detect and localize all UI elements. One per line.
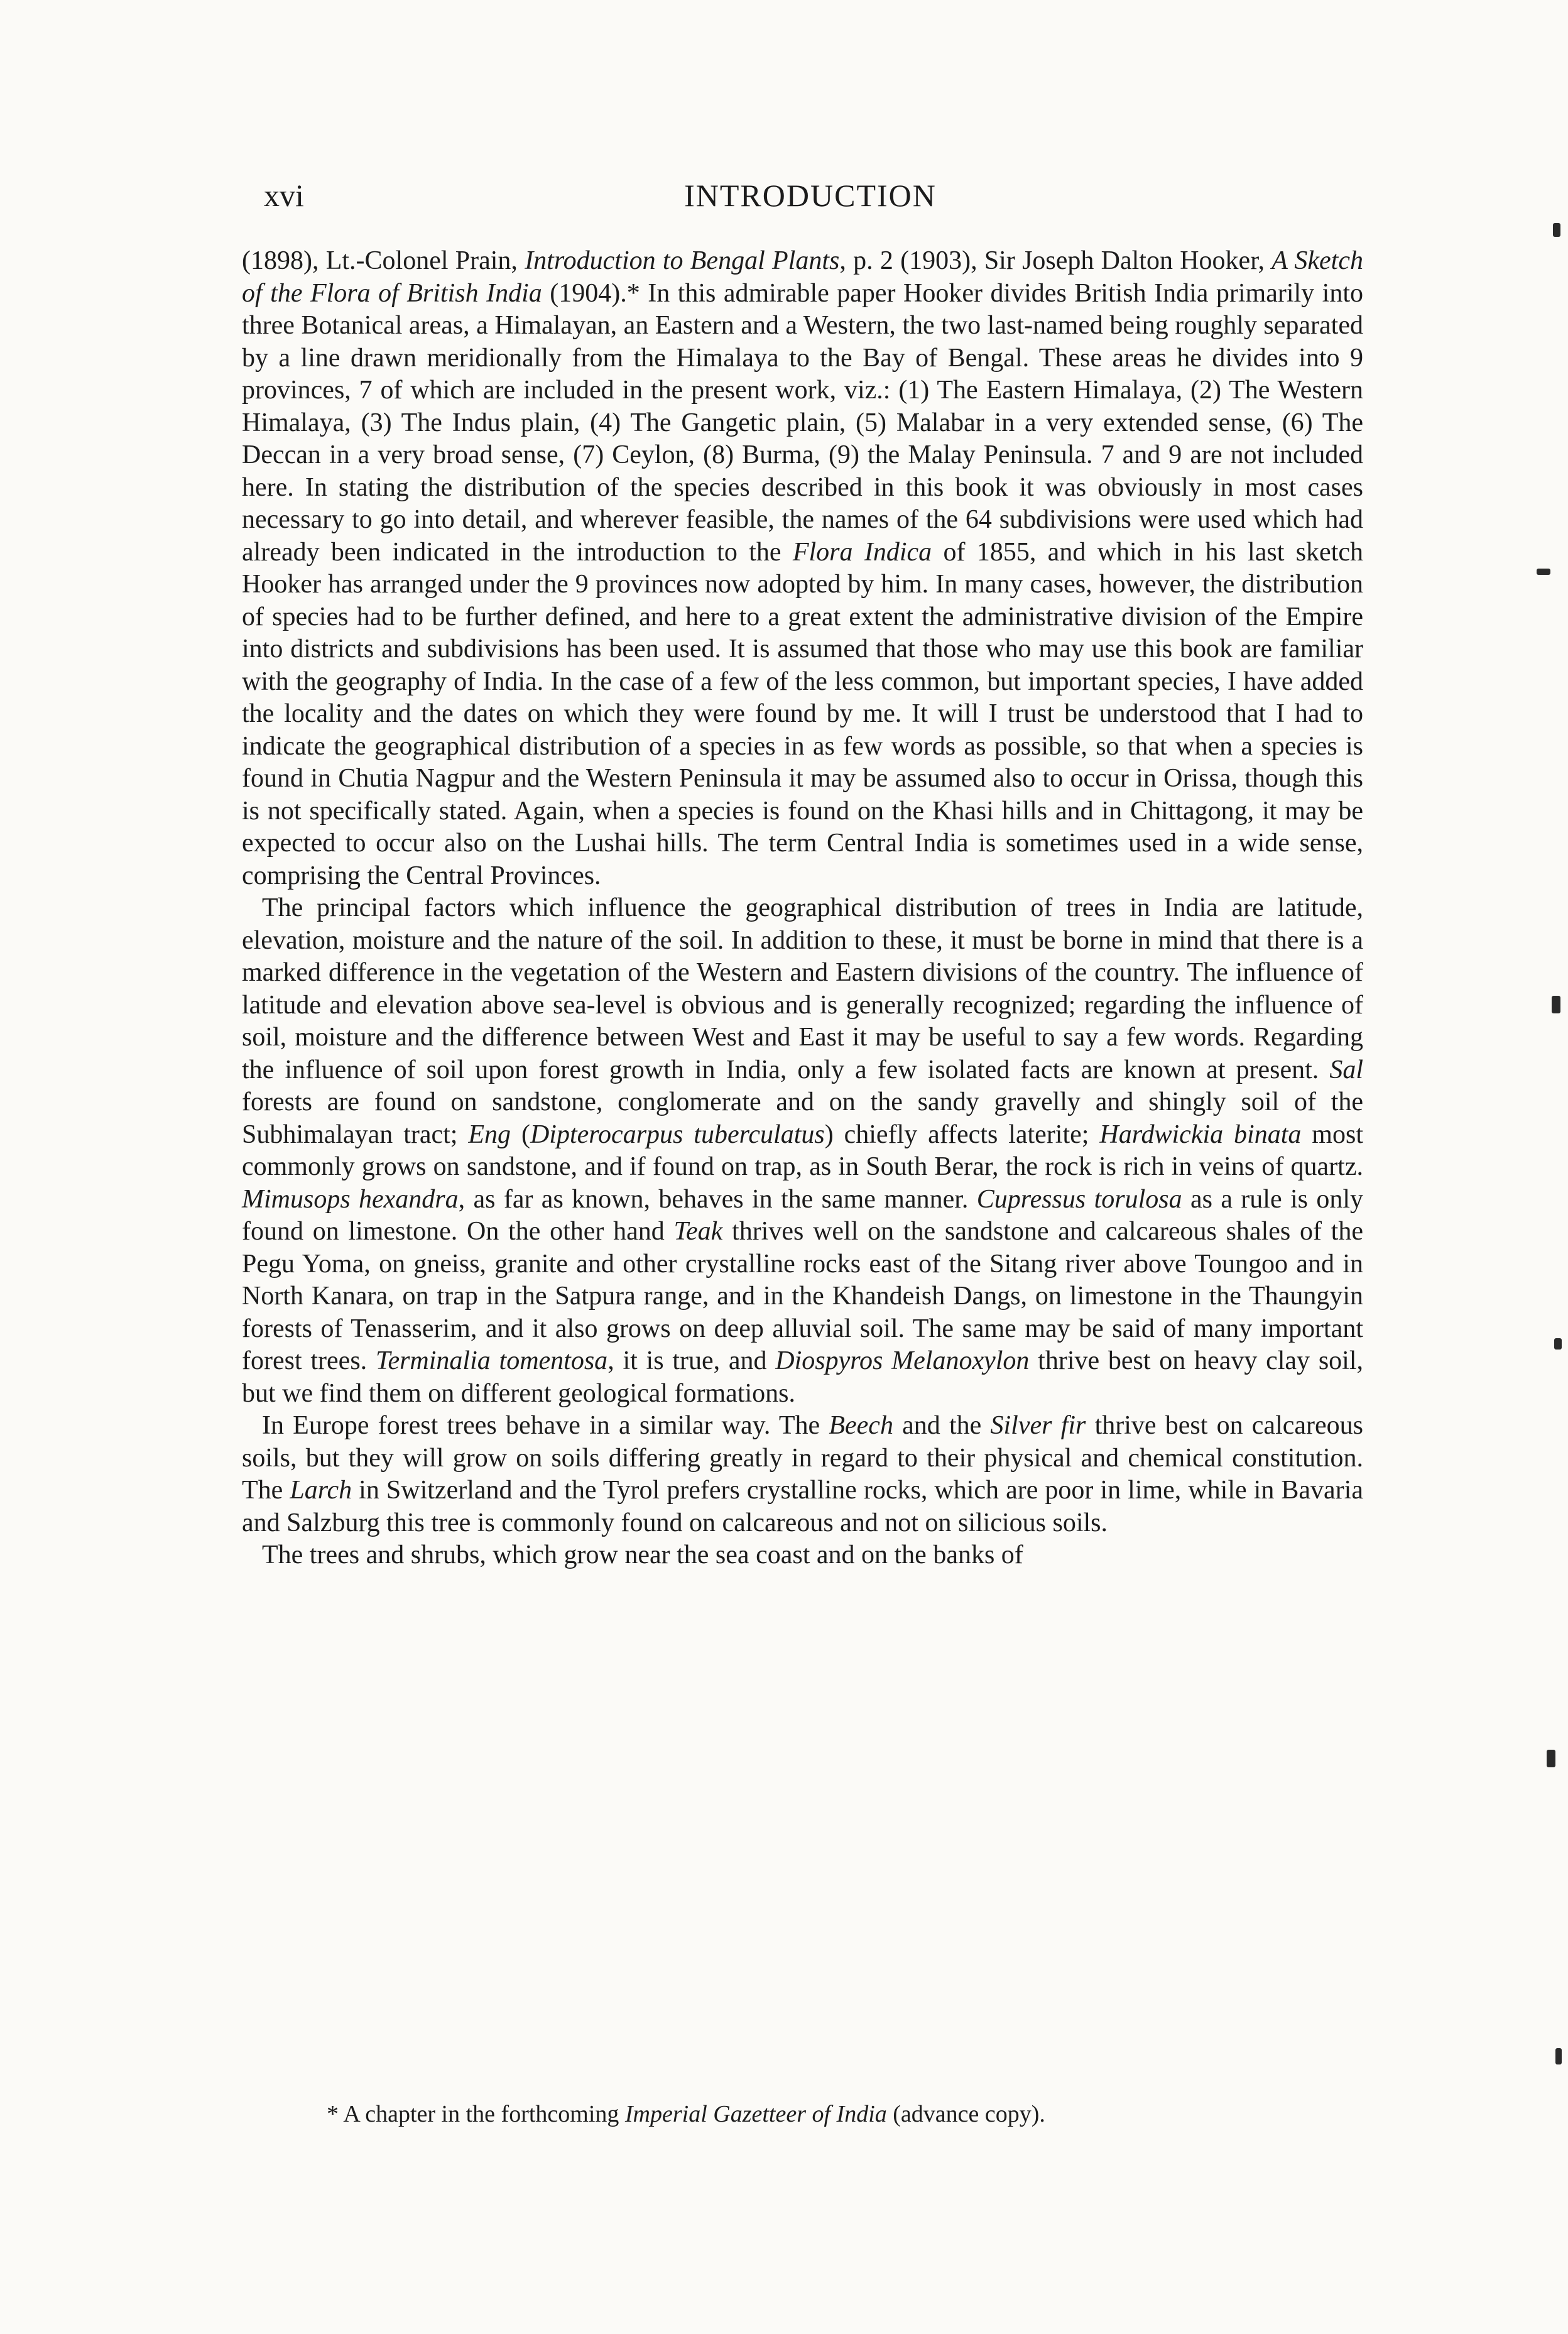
text-run: The trees and shrubs, which grow near the sea coast and on the banks of	[262, 1541, 1023, 1569]
page-number: xvi	[264, 178, 304, 213]
body-text	[242, 245, 1363, 1572]
italic-text: Larch	[290, 1476, 352, 1505]
italic-text: Introduction to Bengal Plants	[525, 246, 840, 275]
scan-mark	[1552, 996, 1560, 1013]
text-run: in Switzerland and the Tyrol prefers crystalline rocks, which are poor in lime, while in Bavaria and Salzburg this tree is commonly found on calcareous and not on silicious soils.	[242, 1476, 1363, 1537]
paragraph	[242, 892, 1363, 1410]
text-run: (	[511, 1120, 530, 1149]
text-run: thrives well on the sandstone and calcareous shales of the Pegu Yoma, on gneiss, granite and other crystalline rocks east of the Sitang river above Toungoo and in North Kanara, on trap in the Satpura range, and in the Khandeish Dangs, on limestone in the Thaungyin forests of Tenasserim, and it also grows on deep alluvial soil. The same may be said of many important forest trees.	[242, 1217, 1363, 1375]
italic-text: Sal	[1329, 1055, 1363, 1084]
text-run: The principal factors which influence the geographical distribution of trees in India are latitude, elevation, moisture and the nature of the soil. In addition to these, it must be borne in mind that there is a marked difference in the vegetation of the Western and Eastern divisions of the country. The influence of latitude and elevation above sea-level is obvious and is generally recognized; regarding the influence of soil, moisture and the difference between West and East it may be useful to say a few words. Regarding the influence of soil upon forest growth in India, only a few isolated facts are known at present.	[242, 893, 1363, 1084]
text-run: In Europe forest trees behave in a similar way. The	[262, 1411, 829, 1440]
italic-text: Hardwickia binata	[1099, 1120, 1302, 1149]
italic-text: Diospyros Melanoxylon	[775, 1346, 1030, 1375]
text-run: (advance copy).	[886, 2101, 1045, 2127]
text-run: , as far as known, behaves in the same manner.	[458, 1184, 977, 1214]
italic-text: Beech	[829, 1411, 893, 1440]
italic-text: Silver fir	[990, 1411, 1086, 1440]
italic-text: Teak	[673, 1217, 723, 1246]
italic-text: Flora Indica	[792, 537, 932, 567]
italic-text: Dipterocarpus tuberculatus	[530, 1120, 825, 1149]
italic-text: Mimusops hexandra	[242, 1184, 459, 1214]
scan-mark	[1554, 1338, 1562, 1350]
text-run: of 1855, and which in his last sketch Hooker has arranged under the 9 provinces now adopted by him. In many cases, however, the distribution of species had to be further defined, and here to a great extent the administrative division of the Empire into districts and subdivisions has been used. It is assumed that those who may use this book are familiar with the geography of India. In the case of a few of the less common, but important species, I have added the locality and the dates on which they were found by me. It will I trust be understood that I had to indicate the geographical distribution of a species in as few words as possible, so that when a species is found in Chutia Nagpur and the Western Peninsula it may be assumed also to occur in Orissa, though this is not specifically stated. Again, when a species is found on the Khasi hills and in Chittagong, it may be expected to occur also on the Lushai hills. The term Central India is sometimes used in a wide sense, comprising the Central Provinces.	[242, 537, 1364, 890]
scan-mark	[1553, 223, 1560, 237]
text-run: (1898), Lt.-Colonel Prain,	[242, 246, 525, 275]
scan-mark	[1537, 569, 1550, 575]
italic-text: A Sketch of the Flora of British India	[242, 246, 1363, 308]
text-run: most commonly grows on sandstone, and if found on trap, as in South Berar, the rock is rich in veins of quartz.	[242, 1120, 1363, 1181]
text-run: and the	[893, 1411, 991, 1440]
italic-text: Terminalia tomentosa	[375, 1346, 608, 1375]
scan-mark	[1547, 1750, 1555, 1767]
footnote	[327, 2100, 1369, 2129]
running-title: INTRODUCTION	[684, 178, 937, 213]
italic-text: Cupressus torulosa	[976, 1184, 1182, 1214]
text-run: , it is true, and	[607, 1346, 776, 1375]
text-run: , p. 2 (1903), Sir Joseph Dalton Hooker,	[839, 246, 1272, 275]
text-run: (1904).* In this admirable paper Hooker divides British India primarily into three Botanical areas, a Himalayan, an Eastern and a Western, the two last-named being roughly separated by a line drawn meridionally from the Himalaya to the Bay of Bengal. These areas he divides into 9 provinces, 7 of which are included in the present work, viz.: (1) The Eastern Himalaya, (2) The Western Himalaya, (3) The Indus plain, (4) The Gangetic plain, (5) Malabar in a very extended sense, (6) The Deccan in a very broad sense, (7) Ceylon, (8) Burma, (9) the Malay Peninsula. 7 and 9 are not included here. In stating the distribution of the species described in this book it was obviously in most cases necessary to go into detail, and wherever feasible, the names of the 64 subdivisions were used which had already been indicated in the introduction to the	[242, 278, 1364, 567]
text-run: thrive best on heavy clay soil, but we find them on different geological formations.	[242, 1346, 1363, 1408]
text-run: * A chapter in the forthcoming	[327, 2101, 625, 2127]
paragraph	[242, 1539, 1363, 1572]
italic-text: Imperial Gazetteer of India	[624, 2101, 887, 2127]
page-header	[264, 177, 1357, 221]
text-run: forests are found on sandstone, conglomerate and on the sandy gravelly and shingly soil of the Subhimalayan tract;	[242, 1088, 1363, 1149]
italic-text: Eng	[468, 1120, 511, 1149]
paragraph	[242, 1410, 1363, 1539]
text-run: ) chiefly affects laterite;	[824, 1120, 1100, 1149]
paragraph	[242, 245, 1363, 892]
scan-mark	[1555, 2048, 1562, 2064]
text-run: as a rule is only found on limestone. On the other hand	[242, 1184, 1363, 1246]
text-run: thrive best on calcareous soils, but they will grow on soils differing greatly in regard to their physical and chemical constitution. The	[242, 1411, 1364, 1505]
